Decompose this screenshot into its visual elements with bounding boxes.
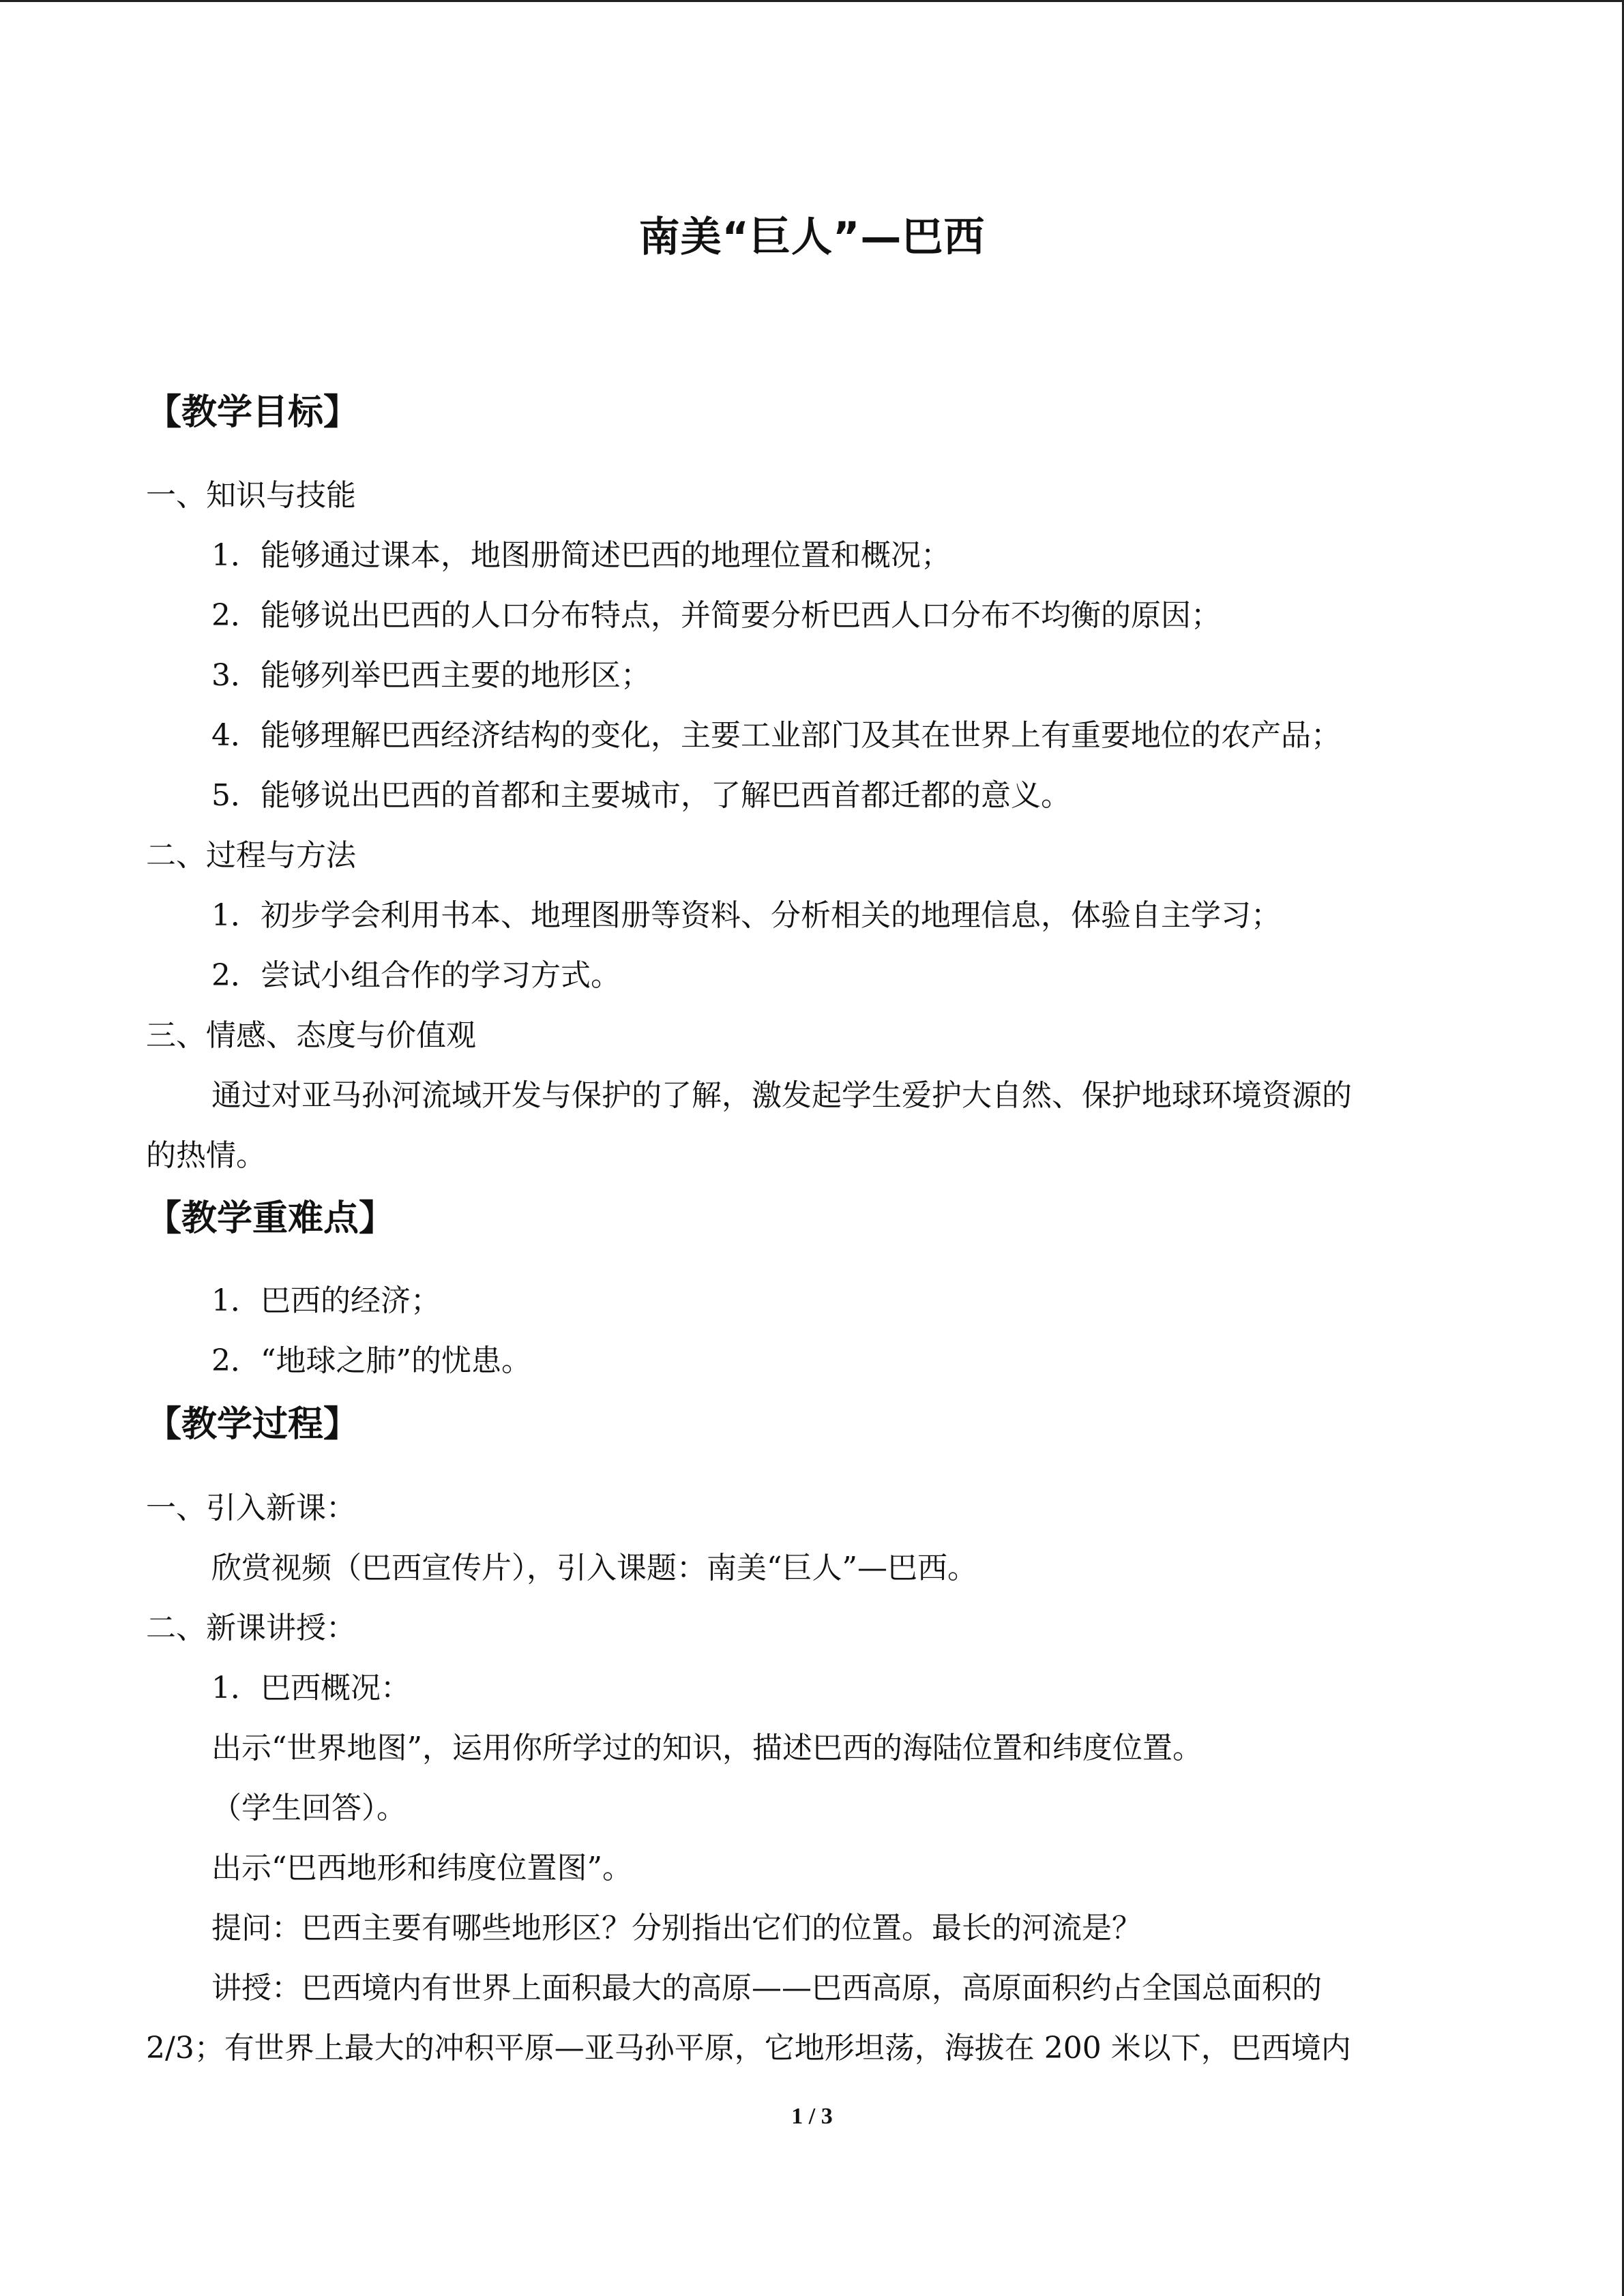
- keypoints-item-2: 2．“地球之肺”的忧患。: [211, 1343, 531, 1378]
- objectives-part2-item-2: 2．尝试小组合作的学习方式。: [211, 958, 621, 993]
- objectives-part2-title: 二、过程与方法: [146, 838, 356, 873]
- objectives-item-5: 5．能够说出巴西的首都和主要城市，了解巴西首都迁都的意义。: [211, 778, 1071, 813]
- keypoints-item-1: 1．巴西的经济；: [211, 1283, 441, 1318]
- heading-process: 【教学过程】: [146, 1404, 359, 1445]
- objectives-part3-line-2: 的热情。: [146, 1138, 266, 1173]
- document-title: 南美“巨人”—巴西: [638, 213, 986, 261]
- page-number: 1 / 3: [791, 2104, 833, 2129]
- heading-keypoints: 【教学重难点】: [146, 1198, 395, 1239]
- objectives-item-1: 1．能够通过课本，地图册简述巴西的地理位置和概况；: [211, 538, 951, 573]
- objectives-item-2: 2．能够说出巴西的人口分布特点，并简要分析巴西人口分布不均衡的原因；: [211, 598, 1221, 633]
- page-border-top: [0, 0, 1624, 2]
- process-line-3: 出示“巴西地形和纬度位置图”。: [211, 1851, 632, 1885]
- heading-objectives: 【教学目标】: [146, 392, 359, 433]
- objectives-item-3: 3．能够列举巴西主要的地形区；: [211, 658, 651, 693]
- process-line-2: （学生回答）。: [211, 1791, 407, 1825]
- process-last-line: 2/3；有世界上最大的冲积平原—亚马孙平原，它地形坦荡，海拔在 200 米以下，巴西境内: [146, 2031, 1351, 2066]
- process-part1-text: 欣赏视频（巴西宣传片），引入课题：南美“巨人”—巴西。: [211, 1551, 977, 1585]
- process-line-1: 出示“世界地图”，运用你所学过的知识，描述巴西的海陆位置和纬度位置。: [211, 1731, 1202, 1765]
- process-line-4: 提问：巴西主要有哪些地形区？分别指出它们的位置。最长的河流是？: [211, 1911, 1142, 1945]
- process-line-5: 讲授：巴西境内有世界上面积最大的高原——巴西高原，高原面积约占全国总面积的: [211, 1971, 1322, 2006]
- objectives-part3-line-1: 通过对亚马孙河流域开发与保护的了解，激发起学生爱护大自然、保护地球环境资源的: [211, 1078, 1352, 1113]
- objectives-part3-title: 三、情感、态度与价值观: [146, 1018, 476, 1053]
- process-part1-title: 一、引入新课：: [146, 1491, 356, 1525]
- process-part2-title: 二、新课讲授：: [146, 1611, 356, 1645]
- objectives-part2-item-1: 1．初步学会利用书本、地理图册等资料、分析相关的地理信息，体验自主学习；: [211, 898, 1281, 933]
- objectives-part1-title: 一、知识与技能: [146, 478, 356, 513]
- objectives-item-4: 4．能够理解巴西经济结构的变化，主要工业部门及其在世界上有重要地位的农产品；: [211, 718, 1341, 753]
- process-sub1-title: 1．巴西概况：: [211, 1671, 411, 1705]
